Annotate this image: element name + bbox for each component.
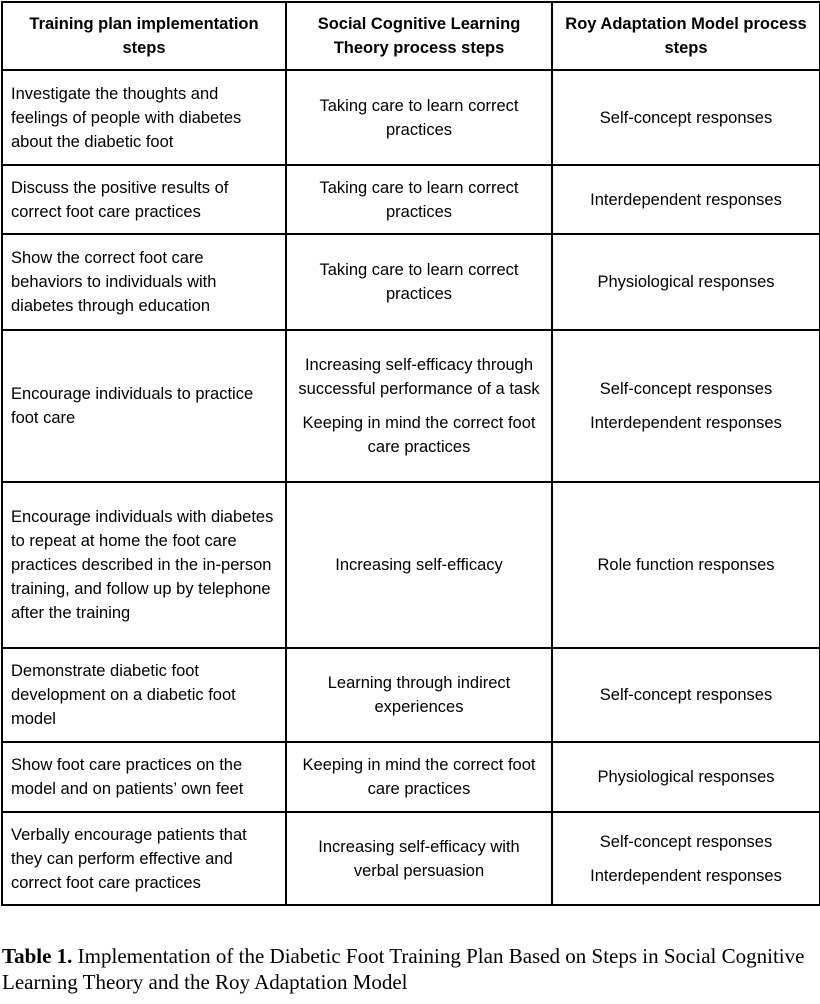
- step-cell: Discuss the positive results of correct foot care practices: [2, 165, 286, 234]
- header-training-plan: Training plan implementation steps: [2, 2, 286, 70]
- step-cell: Show foot care practices on the model and on patients’ own feet: [2, 742, 286, 812]
- step-cell: Encourage individuals with diabetes to repeat at home the foot care practices described in the in-person training, and follow up by telephone after the training: [2, 482, 286, 648]
- sclt-cell: Learning through indirect experiences: [286, 648, 552, 742]
- roy-item: Interdependent responses: [590, 414, 782, 432]
- step-cell: Investigate the thoughts and feelings of people with diabetes about the diabetic foot: [2, 70, 286, 165]
- table-caption: [2, 943, 814, 995]
- sclt-cell: Taking care to learn correct practices: [286, 70, 552, 165]
- header-roy: Roy Adaptation Model process steps: [552, 2, 820, 70]
- roy-item: Self-concept responses: [599, 380, 773, 398]
- sclt-cell: Taking care to learn correct practices: [286, 165, 552, 234]
- table-row: [2, 330, 820, 482]
- roy-item: Interdependent responses: [590, 866, 782, 885]
- sclt-item: Keeping in mind the correct foot care practices: [302, 414, 536, 456]
- sclt-cell: Taking care to learn correct practices: [286, 234, 552, 330]
- table-row: [2, 812, 820, 905]
- step-cell: Demonstrate diabetic foot development on a diabetic foot model: [2, 648, 286, 742]
- step-cell: Show the correct foot care behaviors to individuals with diabetes through education: [2, 234, 286, 330]
- header-sclt: Social Cognitive Learning Theory process steps: [286, 2, 552, 70]
- sclt-cell: Increasing self-efficacy with verbal persuasion: [286, 812, 552, 905]
- caption-label: Table 1.: [2, 944, 73, 968]
- roy-cell: [552, 812, 820, 905]
- step-cell: Encourage individuals to practice foot care: [2, 330, 286, 482]
- table-row: [2, 482, 820, 648]
- table-row: [2, 165, 820, 234]
- roy-cell: Self-concept responses: [552, 70, 820, 165]
- sclt-cell: [286, 330, 552, 482]
- table-row: [2, 70, 820, 165]
- table-row: [2, 648, 820, 742]
- training-plan-table: [1, 1, 820, 906]
- table-row: [2, 742, 820, 812]
- table-row: [2, 234, 820, 330]
- roy-cell: Interdependent responses: [552, 165, 820, 234]
- roy-cell: Physiological responses: [552, 234, 820, 330]
- roy-cell: Physiological responses: [552, 742, 820, 812]
- roy-item: Self-concept responses: [599, 832, 773, 851]
- sclt-cell: Increasing self-efficacy: [286, 482, 552, 648]
- table-header-row: [2, 2, 820, 70]
- sclt-cell: Keeping in mind the correct foot care practices: [286, 742, 552, 812]
- roy-cell: Role function responses: [552, 482, 820, 648]
- sclt-item: Increasing self-efficacy through successful performance of a task: [298, 356, 540, 398]
- roy-cell: Self-concept responses: [552, 648, 820, 742]
- roy-cell: [552, 330, 820, 482]
- step-cell: Verbally encourage patients that they can perform effective and correct foot care practices: [2, 812, 286, 905]
- caption-text: Implementation of the Diabetic Foot Training Plan Based on Steps in Social Cognitive Learning Theory and the Roy Adaptation Model: [2, 944, 805, 994]
